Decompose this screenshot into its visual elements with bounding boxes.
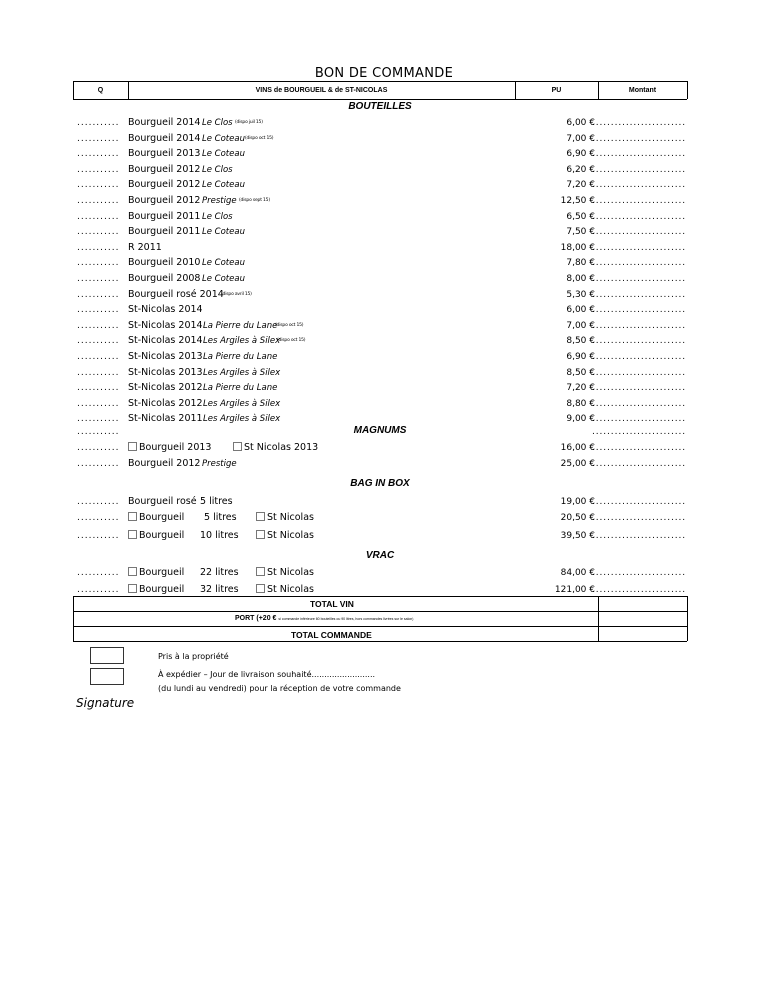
unit-price: 7,00 €: [566, 320, 595, 331]
availability-note: (dispo sept 15): [239, 198, 270, 203]
amount-field[interactable]: .........................: [592, 196, 687, 206]
cuvee-name: Prestige: [202, 196, 237, 206]
option-st-nicolas[interactable]: [256, 565, 314, 581]
unit-price: 5,30 €: [566, 289, 595, 300]
list-item: [73, 510, 687, 526]
option-st-nicolas[interactable]: [256, 510, 314, 526]
amount-field[interactable]: .........................: [592, 513, 687, 523]
list-item: [73, 380, 687, 396]
quantity-field[interactable]: ...........: [77, 196, 120, 206]
header-wines: VINS de BOURGUEIL & de ST-NICOLAS: [255, 87, 388, 94]
unit-price: 8,00 €: [566, 274, 595, 284]
list-item: [73, 209, 687, 225]
header-montant: Montant: [628, 87, 657, 94]
option-bourgueil[interactable]: [128, 510, 184, 526]
cuvee-name: La Pierre du Lane: [203, 320, 278, 331]
quantity-field[interactable]: ...........: [77, 118, 120, 128]
total-commande-label: TOTAL COMMANDE: [291, 630, 372, 640]
amount-field[interactable]: .........................: [592, 227, 687, 238]
unit-price: 7,00 €: [566, 133, 595, 144]
list-item: [73, 131, 687, 147]
wine-name: Bourgueil 2011: [128, 210, 201, 222]
volume: 5 litres: [204, 512, 237, 523]
option-st-nicolas-box[interactable]: [256, 512, 265, 521]
cuvee-name: La Pierre du Lane: [203, 383, 278, 394]
list-item: [73, 302, 687, 318]
wine-name: St-Nicolas 2014: [128, 319, 203, 331]
unit-price: 9,00 €: [566, 414, 595, 425]
wine-name: Bourgueil 2012: [128, 195, 201, 206]
quantity-field[interactable]: ...........: [77, 164, 120, 175]
unit-price: 6,00 €: [566, 118, 595, 128]
unit-price: 6,00 €: [566, 305, 595, 316]
checkbox-expedier[interactable]: [90, 668, 124, 685]
option-expedier: À expédier – Jour de livraison souhaité.........................: [158, 670, 376, 679]
volume: 22 litres: [200, 567, 239, 578]
option-bourgueil[interactable]: [128, 528, 184, 544]
section-vrac: VRAC: [365, 550, 395, 561]
option-bourgueil-box[interactable]: [128, 530, 137, 539]
amount-field[interactable]: .........................: [592, 258, 687, 269]
cuvee-name: Le Coteau: [202, 149, 245, 160]
wine-name: Bourgueil 2008: [128, 273, 201, 284]
cuvee-name: Le Coteau: [202, 274, 245, 284]
option-st-nicolas-box[interactable]: [256, 567, 265, 576]
quantity-field[interactable]: ...........: [77, 531, 120, 541]
wine-name: Bourgueil 2011: [128, 226, 201, 238]
amount-field[interactable]: .........................: [592, 367, 687, 378]
quantity-field[interactable]: ...........: [77, 398, 120, 409]
amount-field[interactable]: .........................: [592, 568, 687, 578]
quantity-field[interactable]: ...........: [77, 585, 120, 595]
list-item: [73, 365, 687, 381]
option-bourgueil-box[interactable]: [128, 512, 137, 521]
quantity-field[interactable]: ...........: [77, 227, 120, 238]
totals-top-line: [73, 596, 687, 597]
wine-name: St-Nicolas 2014: [128, 335, 203, 347]
total-vin-line: [73, 611, 687, 612]
totals-right: [687, 596, 688, 641]
amount-field[interactable]: .........................: [592, 133, 687, 144]
option-st-nicolas[interactable]: [233, 440, 318, 456]
unit-price: 16,00 €: [560, 443, 595, 453]
quantity-field[interactable]: ...........: [77, 414, 120, 425]
port-note: si commande inférieure 60 bouteilles ou 90 litres, hors commandes livrées sur le salon): [278, 617, 414, 621]
unit-price: 39,50 €: [560, 531, 595, 541]
quantity-field[interactable]: ...........: [77, 211, 120, 222]
quantity-field[interactable]: ...........: [77, 305, 120, 316]
unit-price: 8,80 €: [566, 398, 595, 409]
quantity-field[interactable]: ...........: [77, 367, 120, 378]
checkbox-pris-propriete[interactable]: [90, 647, 124, 664]
availability-note: (dispo oct 15): [277, 338, 306, 344]
list-item: [73, 318, 687, 334]
unit-price: 18,00 €: [560, 242, 595, 253]
amount-field[interactable]: .........................: [592, 149, 687, 160]
section-bag-in-box: BAG IN BOX: [350, 478, 410, 489]
option-st-nicolas[interactable]: [256, 528, 314, 544]
unit-price: 6,50 €: [566, 211, 595, 222]
unit-price: 7,20 €: [566, 180, 595, 191]
section-bouteilles: BOUTEILLES: [348, 101, 412, 112]
list-item: [73, 440, 687, 456]
page-title: BON DE COMMANDE: [314, 66, 454, 81]
amount-field[interactable]: .........................: [592, 336, 687, 347]
list-item: [73, 349, 687, 365]
unit-price: 6,20 €: [566, 164, 595, 175]
list-item: [73, 115, 687, 131]
wine-name: St-Nicolas 2012: [128, 382, 203, 394]
port-text: PORT (+20 €: [235, 615, 277, 622]
border-right: [687, 81, 688, 99]
volume: 10 litres: [200, 530, 239, 541]
quantity-field[interactable]: ...........: [77, 352, 120, 362]
header-pu: PU: [551, 87, 562, 94]
quantity-field[interactable]: ...........: [77, 336, 120, 347]
option-st-nicolas-label: St Nicolas: [267, 530, 314, 541]
port-line: [73, 626, 687, 627]
list-item: [73, 528, 687, 544]
list-item: [73, 333, 687, 349]
wine-name: Bourgueil 2010: [128, 257, 201, 269]
quantity-field[interactable]: ...........: [77, 427, 120, 437]
option-bourgueil-label: Bourgueil: [139, 584, 185, 595]
unit-price: 7,50 €: [566, 227, 595, 238]
quantity-field[interactable]: ...........: [77, 133, 120, 144]
list-item: [73, 565, 687, 581]
cuvee-name: Le Coteau: [202, 258, 245, 269]
list-item: [73, 177, 687, 193]
amount-field[interactable]: .........................: [592, 531, 687, 541]
wine-name: R 2011: [128, 241, 162, 253]
amount-field[interactable]: .........................: [592, 180, 687, 191]
totals-bottom-line: [73, 641, 687, 642]
cuvee-name: Le Coteau: [202, 227, 245, 238]
option-bourgueil-label: Bourgueil: [139, 512, 185, 523]
unit-price: 8,50 €: [566, 336, 595, 347]
unit-price: 8,50 €: [566, 367, 595, 378]
cuvee-name: La Pierre du Lane: [203, 352, 278, 362]
option-st-nicolas-label: St Nicolas: [267, 512, 314, 523]
cuvee-name: Prestige: [202, 459, 237, 469]
availability-note: (dispo juil 15): [235, 120, 263, 125]
list-item: [73, 255, 687, 271]
unit-price: 84,00 €: [560, 568, 595, 578]
volume: 32 litres: [200, 584, 239, 595]
quantity-field[interactable]: ...........: [77, 568, 120, 578]
unit-price: 7,80 €: [566, 258, 595, 269]
unit-price: 12,50 €: [560, 196, 595, 206]
wine-name: Bourgueil rosé: [128, 496, 197, 507]
list-item: [73, 271, 687, 287]
list-item: [73, 193, 687, 209]
wine-name: Bourgueil 2014: [128, 132, 201, 144]
amount-field[interactable]: .........................: [592, 459, 687, 469]
list-item: [73, 162, 687, 178]
section-magnums: MAGNUMS: [353, 425, 407, 436]
availability-note: (dispo oct 15): [275, 322, 304, 328]
wine-name: Bourgueil rosé 2014: [128, 288, 224, 300]
wine-name: Bourgueil 2014: [128, 117, 201, 128]
header-q: Q: [97, 87, 104, 94]
option-st-nicolas-box[interactable]: [256, 530, 265, 539]
amount-field[interactable]: .........................: [592, 274, 687, 284]
cuvee-name: Le Clos: [202, 164, 233, 175]
cuvee-name: Le Clos: [202, 118, 233, 128]
option-bourgueil-box[interactable]: [128, 567, 137, 576]
amount-field[interactable]: .........................: [592, 427, 687, 437]
list-item: [73, 146, 687, 162]
volume: 5 litres: [200, 496, 233, 507]
amount-field[interactable]: .........................: [592, 164, 687, 175]
availability-note: (dispo oct 15): [245, 135, 274, 141]
quantity-field[interactable]: ...........: [77, 289, 120, 300]
unit-price: 20,50 €: [560, 513, 595, 523]
totals-left: [73, 596, 74, 641]
unit-price: 6,90 €: [566, 149, 595, 160]
wine-name: Bourgueil 2012: [128, 179, 201, 191]
option-bourgueil[interactable]: [128, 565, 184, 581]
quantity-field[interactable]: ...........: [77, 513, 120, 523]
cuvee-name: Les Argiles à Silex: [203, 414, 281, 425]
quantity-field[interactable]: ...........: [77, 497, 120, 507]
unit-price: 7,20 €: [566, 383, 595, 394]
port-label: [235, 615, 413, 622]
list-item: [73, 224, 687, 240]
cuvee-name: Le Coteau: [202, 133, 245, 144]
quantity-field[interactable]: ...........: [77, 258, 120, 269]
cuvee-name: Les Argiles à Silex: [203, 336, 281, 347]
amount-field[interactable]: .........................: [592, 383, 687, 394]
amount-field[interactable]: .........................: [592, 289, 687, 300]
header-divider: [73, 99, 687, 100]
wine-name: St-Nicolas 2012: [128, 397, 203, 409]
unit-price: 25,00 €: [560, 459, 595, 469]
totals-divider: [598, 596, 599, 641]
amount-field[interactable]: .........................: [592, 352, 687, 362]
wine-name: St-Nicolas 2013: [128, 366, 203, 378]
amount-field[interactable]: .........................: [592, 118, 687, 128]
amount-field[interactable]: .........................: [592, 585, 687, 595]
option-bourgueil-label: Bourgueil 2013: [139, 442, 212, 453]
option-bourgueil-label: Bourgueil: [139, 530, 185, 541]
quantity-field[interactable]: ...........: [77, 459, 120, 469]
unit-price: 121,00 €: [554, 585, 595, 595]
wine-name: St-Nicolas 2013: [128, 351, 203, 362]
option-pris-propriete: Pris à la propriété: [158, 652, 229, 661]
wine-name: Bourgueil 2013: [128, 148, 201, 160]
availability-note: (dispo avril 15): [221, 291, 252, 297]
amount-field[interactable]: .........................: [592, 414, 687, 425]
signature-label: Signature: [76, 696, 135, 710]
option-st-nicolas-label: St Nicolas 2013: [244, 442, 319, 453]
order-table: [73, 81, 687, 641]
amount-field[interactable]: .........................: [592, 398, 687, 409]
amount-field[interactable]: .........................: [592, 305, 687, 316]
quantity-field[interactable]: ...........: [77, 180, 120, 191]
list-item: [73, 396, 687, 412]
amount-field[interactable]: .........................: [592, 497, 687, 507]
option-bourgueil-box[interactable]: [128, 584, 137, 593]
option-st-nicolas-label: St Nicolas: [267, 567, 314, 578]
wine-name: Bourgueil 2012: [128, 458, 201, 469]
list-item: [73, 287, 687, 303]
quantity-field[interactable]: ...........: [77, 274, 120, 284]
wine-name: St-Nicolas 2011: [128, 413, 203, 425]
option-bourgueil-label: Bourgueil: [139, 567, 185, 578]
cuvee-name: Le Coteau: [202, 180, 245, 191]
list-item: [73, 494, 687, 510]
unit-price: 19,00 €: [560, 497, 595, 507]
quantity-field[interactable]: ...........: [77, 383, 120, 394]
list-item: [73, 456, 687, 472]
cuvee-name: Les Argiles à Silex: [203, 367, 281, 378]
option-st-nicolas-label: St Nicolas: [267, 584, 314, 595]
wine-name: Bourgueil 2012: [128, 163, 201, 175]
option-bourgueil[interactable]: [128, 440, 211, 456]
quantity-field[interactable]: ...........: [77, 443, 120, 453]
cuvee-name: Les Argiles à Silex: [203, 398, 281, 409]
delivery-note: (du lundi au vendredi) pour la réception de votre commande: [158, 684, 401, 693]
amount-field[interactable]: .........................: [592, 443, 687, 453]
amount-field[interactable]: .........................: [592, 211, 687, 222]
list-item: [73, 240, 687, 256]
quantity-field[interactable]: ...........: [77, 242, 120, 253]
amount-field[interactable]: .........................: [592, 242, 687, 253]
wine-name: St-Nicolas 2014: [128, 304, 203, 316]
amount-field[interactable]: .........................: [592, 320, 687, 331]
unit-price: 6,90 €: [566, 352, 595, 362]
quantity-field[interactable]: ...........: [77, 320, 120, 331]
option-bourgueil-box[interactable]: [128, 442, 137, 451]
cuvee-name: Le Clos: [202, 211, 233, 222]
quantity-field[interactable]: ...........: [77, 149, 120, 160]
total-vin-label: TOTAL VIN: [310, 599, 354, 609]
option-st-nicolas-box[interactable]: [256, 584, 265, 593]
option-st-nicolas-box[interactable]: [233, 442, 242, 451]
